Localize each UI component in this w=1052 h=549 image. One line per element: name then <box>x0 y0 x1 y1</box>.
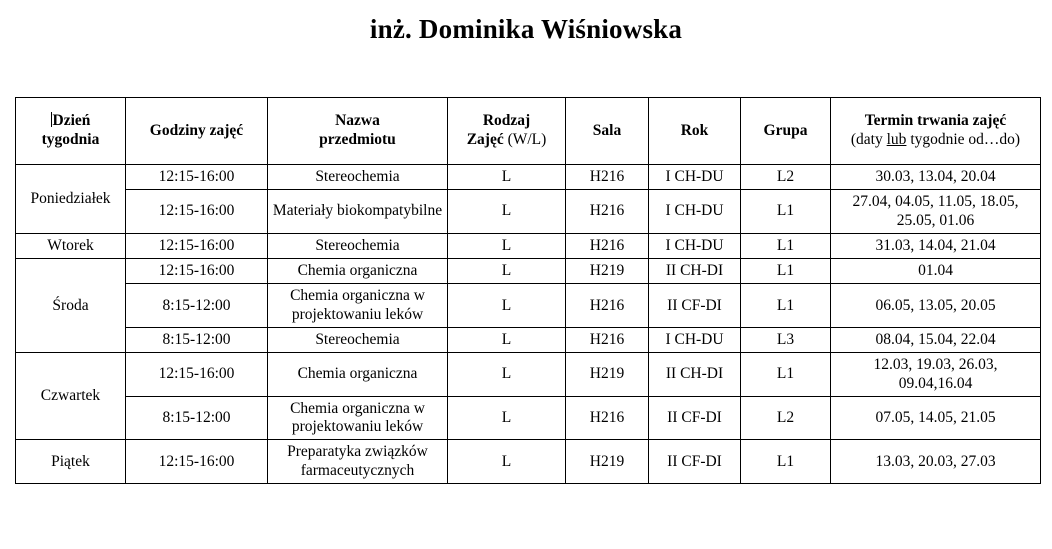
column-header-type-suffix: (W/L) <box>507 131 547 148</box>
cell-term: 01.04 <box>831 259 1041 284</box>
cell-term: 27.04, 04.05, 11.05, 18.05, 25.05, 01.06 <box>831 190 1041 234</box>
column-header-day <box>16 98 126 165</box>
column-header-year: Rok <box>649 98 741 165</box>
cell-type: L <box>448 396 566 440</box>
cell-day: Poniedziałek <box>16 165 126 234</box>
cell-subject: Chemia organiczna <box>268 353 448 397</box>
cell-room: H219 <box>566 259 649 284</box>
cell-year: I CH-DU <box>649 165 741 190</box>
cell-hours: 12:15-16:00 <box>126 440 268 484</box>
term-note-post: tygodnie od…do) <box>906 131 1021 148</box>
cell-year: I CH-DU <box>649 233 741 258</box>
cell-year: II CH-DI <box>649 353 741 397</box>
table-row <box>16 190 1041 234</box>
table-row <box>16 284 1041 328</box>
cell-group: L1 <box>741 284 831 328</box>
table-row <box>16 233 1041 258</box>
cell-room: H216 <box>566 396 649 440</box>
cell-year: I CH-DU <box>649 327 741 352</box>
cell-type: L <box>448 233 566 258</box>
column-header-hours: Godziny zajęć <box>126 98 268 165</box>
cell-type: L <box>448 259 566 284</box>
column-header-subject <box>268 98 448 165</box>
table-row <box>16 353 1041 397</box>
table-body <box>16 165 1041 484</box>
cell-year: II CF-DI <box>649 396 741 440</box>
column-header-subject-line1: Nazwa <box>335 112 380 130</box>
cell-room: H216 <box>566 165 649 190</box>
cell-group: L1 <box>741 190 831 234</box>
cell-subject: Chemia organiczna w projektowaniu leków <box>268 396 448 440</box>
cell-room: H216 <box>566 327 649 352</box>
cell-group: L2 <box>741 396 831 440</box>
cell-subject: Stereochemia <box>268 233 448 258</box>
column-header-day-line2: tygodnia <box>41 131 100 148</box>
cell-subject: Preparatyka związków farmaceutycznych <box>268 440 448 484</box>
cell-day: Wtorek <box>16 233 126 258</box>
cell-subject: Chemia organiczna w projektowaniu leków <box>268 284 448 328</box>
column-header-type <box>448 98 566 165</box>
cell-term: 31.03, 14.04, 21.04 <box>831 233 1041 258</box>
cell-room: H219 <box>566 353 649 397</box>
cell-hours: 8:15-12:00 <box>126 284 268 328</box>
cell-subject: Materiały biokompatybilne <box>268 190 448 234</box>
class-schedule-table <box>15 97 1041 484</box>
cell-subject: Chemia organiczna <box>268 259 448 284</box>
cell-hours: 12:15-16:00 <box>126 190 268 234</box>
cell-type: L <box>448 190 566 234</box>
column-header-type-line2: Zajęć <box>466 131 504 148</box>
cell-hours: 12:15-16:00 <box>126 165 268 190</box>
table-row <box>16 259 1041 284</box>
schedule-table-container <box>15 97 1040 484</box>
cell-term: 30.03, 13.04, 20.04 <box>831 165 1041 190</box>
table-row <box>16 165 1041 190</box>
cell-day: Piątek <box>16 440 126 484</box>
cell-group: L2 <box>741 165 831 190</box>
table-row <box>16 396 1041 440</box>
cell-hours: 8:15-12:00 <box>126 327 268 352</box>
cell-day: Środa <box>16 259 126 353</box>
cell-room: H216 <box>566 284 649 328</box>
cell-term: 08.04, 15.04, 22.04 <box>831 327 1041 352</box>
cell-term: 12.03, 19.03, 26.03, 09.04,16.04 <box>831 353 1041 397</box>
column-header-term <box>831 98 1041 165</box>
term-note-underlined: lub <box>886 131 907 148</box>
cell-hours: 12:15-16:00 <box>126 353 268 397</box>
cell-year: I CH-DU <box>649 190 741 234</box>
cell-type: L <box>448 165 566 190</box>
cell-type: L <box>448 327 566 352</box>
table-header-row <box>16 98 1041 165</box>
cell-group: L1 <box>741 259 831 284</box>
cell-type: L <box>448 353 566 397</box>
table-row <box>16 440 1041 484</box>
column-header-term-note <box>835 131 1036 150</box>
column-header-term-title: Termin trwania zajęć <box>864 112 1007 130</box>
cell-subject: Stereochemia <box>268 165 448 190</box>
cell-room: H216 <box>566 233 649 258</box>
cell-group: L1 <box>741 233 831 258</box>
cell-day: Czwartek <box>16 353 126 440</box>
cell-room: H219 <box>566 440 649 484</box>
term-note-pre: (daty <box>850 131 887 148</box>
column-header-subject-line2: przedmiotu <box>319 131 396 148</box>
cell-year: II CF-DI <box>649 284 741 328</box>
table-row <box>16 327 1041 352</box>
column-header-day-line1: Dzień <box>52 112 91 130</box>
cell-room: H216 <box>566 190 649 234</box>
text-caret-icon <box>51 112 52 127</box>
cell-hours: 8:15-12:00 <box>126 396 268 440</box>
cell-type: L <box>448 440 566 484</box>
cell-group: L3 <box>741 327 831 352</box>
column-header-group: Grupa <box>741 98 831 165</box>
cell-term: 06.05, 13.05, 20.05 <box>831 284 1041 328</box>
cell-year: II CH-DI <box>649 259 741 284</box>
cell-subject: Stereochemia <box>268 327 448 352</box>
cell-group: L1 <box>741 353 831 397</box>
cell-hours: 12:15-16:00 <box>126 233 268 258</box>
cell-year: II CF-DI <box>649 440 741 484</box>
cell-term: 07.05, 14.05, 21.05 <box>831 396 1041 440</box>
cell-group: L1 <box>741 440 831 484</box>
page-title: inż. Dominika Wiśniowska <box>369 14 683 44</box>
column-header-type-line1: Rodzaj <box>482 112 531 130</box>
cell-type: L <box>448 284 566 328</box>
cell-term: 13.03, 20.03, 27.03 <box>831 440 1041 484</box>
column-header-room: Sala <box>566 98 649 165</box>
cell-hours: 12:15-16:00 <box>126 259 268 284</box>
